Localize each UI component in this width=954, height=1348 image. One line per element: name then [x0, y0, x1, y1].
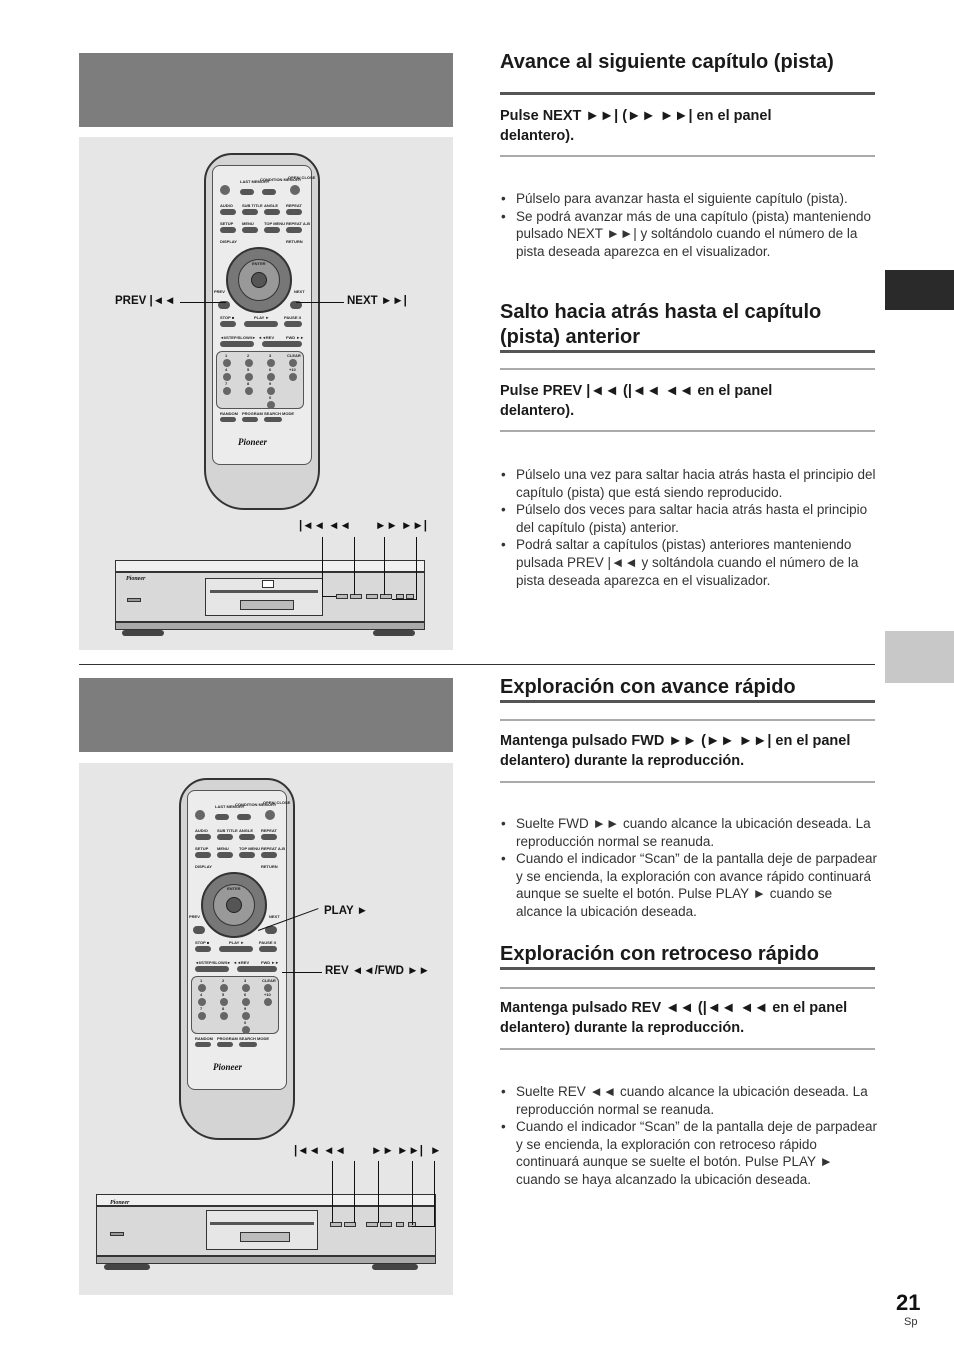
- leader-panel-right: [384, 537, 385, 595]
- label-rev: ◄◄REV: [233, 960, 250, 965]
- key-0-button: [267, 401, 275, 409]
- player-foot-right: [373, 630, 415, 636]
- leader2-d: [412, 1161, 413, 1225]
- program-button: [217, 1042, 233, 1047]
- section4-instruction: Mantenga pulsado REV ◄◄ (|◄◄ ◄◄ en el panel delantero) durante la reproducción.: [500, 1000, 848, 1036]
- plus10-button: [289, 373, 297, 381]
- label-repeat-ab: REPEAT A-B: [286, 221, 310, 226]
- menu-button: [217, 852, 233, 858]
- player-foot-right-2: [372, 1264, 418, 1270]
- label-clear: CLEAR: [262, 978, 276, 983]
- section-header-box-top: [79, 53, 453, 127]
- play-button: [244, 321, 278, 327]
- label-pause: PAUSE II: [259, 940, 276, 945]
- label-enter: ENTER: [252, 261, 266, 266]
- key-9-button: [242, 1012, 250, 1020]
- label-return: RETURN: [261, 864, 278, 869]
- leader-panel-right-h: [392, 599, 417, 600]
- power-button-2: [110, 1232, 124, 1236]
- section2-bullet-2: • Púlselo dos veces para saltar hacia atrás hasta el principio del capítulo (pista) anterior.: [500, 501, 880, 536]
- section4-instruction-rule: [500, 1048, 875, 1050]
- label-repeat: REPEAT: [261, 828, 277, 833]
- callout-panel-prev-rev-2: |◄◄ ◄◄: [294, 1145, 346, 1157]
- section1-title: Avance al siguiente capítulo (pista): [500, 51, 834, 73]
- label-next: NEXT: [294, 289, 305, 294]
- label-key-4: 4: [200, 992, 203, 997]
- label-pause: PAUSE II: [284, 315, 301, 320]
- leader-panel-right-2: [416, 537, 417, 599]
- player-display-2: [240, 1232, 290, 1242]
- page-language: Sp: [904, 1316, 918, 1328]
- section1-bullet-1: • Púlselo para avanzar hasta el siguiente capítulo (pista).: [500, 190, 880, 208]
- label-play: PLAY ►: [229, 940, 245, 945]
- panel-stop-button-2: [396, 1222, 404, 1227]
- label-search-mode: SEARCH MODE: [239, 1036, 270, 1041]
- subtitle-button: [242, 209, 258, 215]
- label-return: RETURN: [286, 239, 303, 244]
- last-memory-button: [240, 189, 254, 195]
- label-random: RANDOM: [220, 411, 238, 416]
- key-4-button: [223, 373, 231, 381]
- section2-title: Salto hacia atrás hasta el capítulo (pista) anterior: [500, 301, 822, 348]
- panel-prev-button: [336, 594, 348, 599]
- label-open-close: OPEN/ CLOSE: [263, 800, 291, 805]
- rev-fwd-button: [262, 341, 302, 347]
- label-key-2: 2: [247, 353, 250, 358]
- section3-title: Exploración con avance rápido: [500, 676, 796, 698]
- section4-rule: [500, 967, 875, 970]
- tray-slot-2: [210, 1222, 314, 1225]
- callout-next: NEXT ►►|: [347, 295, 407, 307]
- label-key-1: 1: [200, 978, 203, 983]
- key-6-button: [242, 998, 250, 1006]
- label-prev: PREV: [189, 914, 200, 919]
- callout-rev-fwd: REV ◄◄/FWD ►►: [325, 965, 430, 977]
- setup-button: [195, 852, 211, 858]
- leader-panel-left: [322, 537, 323, 597]
- player-logo: Pioneer: [126, 576, 146, 582]
- label-program: PROGRAM: [242, 411, 263, 416]
- label-prev: PREV: [214, 289, 225, 294]
- callout-panel-prev-rev: |◄◄ ◄◄: [299, 520, 351, 532]
- condition-memory-button: [262, 189, 276, 195]
- section-header-box-bottom: [79, 678, 453, 752]
- label-clear: CLEAR: [287, 353, 301, 358]
- label-key-0: 0: [244, 1020, 247, 1025]
- player-top: [115, 560, 425, 572]
- label-key-8: 8: [247, 381, 250, 386]
- label-fwd: FWD ►►: [261, 960, 280, 965]
- section4-bullets: [500, 1083, 880, 1189]
- label-play: PLAY ►: [254, 315, 270, 320]
- leader2-b: [354, 1161, 355, 1223]
- top-menu-button: [264, 227, 280, 233]
- leader-panel-left-2: [354, 537, 355, 595]
- label-menu: MENU: [242, 221, 254, 226]
- audio-button: [220, 209, 236, 215]
- section1-bullets: [500, 190, 880, 260]
- label-enter: ENTER: [227, 886, 241, 891]
- label-audio: AUDIO: [195, 828, 208, 833]
- section2-instruction: Pulse PREV |◄◄ (|◄◄ ◄◄ en el panel delantero).: [500, 383, 773, 419]
- label-angle: ANGLE: [239, 828, 253, 833]
- player-display: [240, 600, 294, 610]
- top-menu-button: [239, 852, 255, 858]
- last-memory-button: [215, 814, 229, 820]
- label-subtitle: SUB TITLE: [217, 828, 238, 833]
- label-condition-memory: CONDITION MEMORY: [235, 802, 277, 807]
- label-step-slow: ◄I/STEP/SLOW/I►: [220, 335, 256, 340]
- search-mode-button: [239, 1042, 257, 1047]
- random-button: [220, 417, 236, 422]
- step-slow-button: [195, 966, 229, 972]
- label-key-6: 6: [244, 992, 247, 997]
- label-key-9: 9: [269, 381, 272, 386]
- label-key-7: 7: [225, 381, 228, 386]
- key-5-button: [220, 998, 228, 1006]
- stop-button: [220, 321, 236, 327]
- key-3-button: [242, 984, 250, 992]
- section2-bullet-1: • Púlselo una vez para saltar hacia atrás hasta el principio del capítulo (pista) que está siendo reproducido.: [500, 466, 880, 501]
- label-key-6: 6: [269, 367, 272, 372]
- leader-rev-fwd: [282, 972, 322, 973]
- subtitle-button: [217, 834, 233, 840]
- player-base: [115, 622, 425, 630]
- label-search-mode: SEARCH MODE: [264, 411, 295, 416]
- middle-divider: [79, 664, 875, 665]
- clear-button: [264, 984, 272, 992]
- key-8-button: [220, 1012, 228, 1020]
- leader-prev: [180, 302, 226, 303]
- section2-bullets: [500, 466, 880, 589]
- label-key-3: 3: [244, 978, 247, 983]
- chapter-tab-dark: [885, 270, 954, 310]
- label-fwd: FWD ►►: [286, 335, 305, 340]
- power-button: [127, 598, 141, 602]
- disc-tray-2: [206, 1210, 318, 1250]
- key-8-button: [245, 387, 253, 395]
- panel-next-button: [380, 594, 392, 599]
- repeat-ab-button: [261, 852, 277, 858]
- label-open-close: OPEN/ CLOSE: [288, 175, 316, 180]
- label-key-0: 0: [269, 395, 272, 400]
- audio-button: [195, 834, 211, 840]
- section1-instruction: Pulse NEXT ►►| (►► ►►| en el panel delantero).: [500, 108, 772, 144]
- section1-rule: [500, 92, 875, 95]
- panel-fwd-button-2: [366, 1222, 378, 1227]
- condition-memory-button: [237, 814, 251, 820]
- pause-button: [284, 321, 302, 327]
- step-slow-button: [220, 341, 254, 347]
- key-7-button: [198, 1012, 206, 1020]
- key-4-button: [198, 998, 206, 1006]
- section1-bullet-2: • Se podrá avanzar más de una capítulo (pista) manteniendo pulsado NEXT ►►| y soltándolo cuando el número de la pista deseada aparezca en el visualizador.: [500, 208, 880, 261]
- label-condition-memory: CONDITION MEMORY: [260, 177, 302, 182]
- angle-button: [239, 834, 255, 840]
- repeat-button: [261, 834, 277, 840]
- label-random: RANDOM: [195, 1036, 213, 1041]
- label-key-5: 5: [222, 992, 225, 997]
- label-last-memory: LAST MEMORY: [240, 179, 270, 184]
- label-repeat-ab: REPEAT A-B: [261, 846, 285, 851]
- key-3-button: [267, 359, 275, 367]
- label-top-menu: TOP MENU: [239, 846, 260, 851]
- section2-bullet-3: • Podrá saltar a capítulos (pistas) anteriores manteniendo pulsada PREV |◄◄ y soltándola cuando el número de la pista deseada aparezca en el visualizador.: [500, 536, 880, 589]
- key-2-button: [220, 984, 228, 992]
- label-subtitle: SUB TITLE: [242, 203, 263, 208]
- remote-logo: Pioneer: [213, 1062, 242, 1072]
- repeat-ab-button: [286, 227, 302, 233]
- rev-fwd-button: [237, 966, 277, 972]
- leader-panel-left-h: [322, 596, 336, 597]
- key-1-button: [223, 359, 231, 367]
- section3-instruction-rule: [500, 781, 875, 783]
- key-2-button: [245, 359, 253, 367]
- section2-instruction-rule: [500, 430, 875, 432]
- leader2-e-h: [412, 1226, 435, 1227]
- section2-rule: [500, 350, 875, 353]
- leader2-c: [378, 1161, 379, 1223]
- label-setup: SETUP: [195, 846, 209, 851]
- callout-play: PLAY ►: [324, 905, 368, 917]
- section3-instruction: Mantenga pulsado FWD ►► (►► ►►| en el panel delantero) durante la reproducción.: [500, 733, 851, 769]
- label-top-menu: TOP MENU: [264, 221, 285, 226]
- leader2-a: [332, 1161, 333, 1223]
- remote-logo: Pioneer: [238, 437, 267, 447]
- label-key-7: 7: [200, 1006, 203, 1011]
- section4-title: Exploración con retroceso rápido: [500, 943, 819, 965]
- plus10-button: [264, 998, 272, 1006]
- callout-prev: PREV |◄◄: [115, 295, 176, 307]
- tray-slot: [210, 590, 318, 593]
- callout-panel-fwd-next: ►► ►►|: [375, 520, 427, 532]
- random-button: [195, 1042, 211, 1047]
- standby-button: [220, 185, 230, 195]
- key-7-button: [223, 387, 231, 395]
- open-close-button: [290, 185, 300, 195]
- player-logo-2: Pioneer: [110, 1200, 130, 1206]
- label-plus10: +10: [264, 992, 271, 997]
- callout-panel-play-2: ►: [430, 1145, 442, 1157]
- label-plus10: +10: [289, 367, 296, 372]
- key-0-button: [242, 1026, 250, 1034]
- disc-logo: [262, 580, 274, 588]
- section2-top-rule: [500, 368, 875, 370]
- section3-bullet-2: • Cuando el indicador “Scan” de la pantalla deje de parpadear y se encienda, la exploración con avance rápido continuará aunque se suelte el botón. Pulse PLAY ► cuando se alcance la ubicación deseada.: [500, 850, 880, 920]
- player-foot-left-2: [104, 1264, 150, 1270]
- play-button: [219, 946, 253, 952]
- label-key-3: 3: [269, 353, 272, 358]
- label-next: NEXT: [269, 914, 280, 919]
- section3-rule: [500, 700, 875, 703]
- setup-button: [220, 227, 236, 233]
- label-key-9: 9: [244, 1006, 247, 1011]
- label-key-1: 1: [225, 353, 228, 358]
- label-stop: STOP ■: [195, 940, 210, 945]
- panel-next-button-2: [380, 1222, 392, 1227]
- label-key-2: 2: [222, 978, 225, 983]
- label-step-slow: ◄I/STEP/SLOW/I►: [195, 960, 231, 965]
- label-stop: STOP ■: [220, 315, 235, 320]
- prev-button: [193, 926, 205, 934]
- section3-bullets: [500, 815, 880, 921]
- standby-button: [195, 810, 205, 820]
- key-5-button: [245, 373, 253, 381]
- chapter-tab-light: [885, 631, 954, 683]
- enter-button: [226, 897, 242, 913]
- key-6-button: [267, 373, 275, 381]
- section4-bullet-1: • Suelte REV ◄◄ cuando alcance la ubicación deseada. La reproducción normal se reanuda.: [500, 1083, 880, 1118]
- leader2-e: [434, 1161, 435, 1227]
- key-1-button: [198, 984, 206, 992]
- open-close-button: [265, 810, 275, 820]
- label-menu: MENU: [217, 846, 229, 851]
- leader-next: [296, 302, 344, 303]
- panel-rev-button: [350, 594, 362, 599]
- search-mode-button: [264, 417, 282, 422]
- label-angle: ANGLE: [264, 203, 278, 208]
- program-button: [242, 417, 258, 422]
- key-9-button: [267, 387, 275, 395]
- section1-instruction-rule: [500, 155, 875, 157]
- label-key-5: 5: [247, 367, 250, 372]
- label-repeat: REPEAT: [286, 203, 302, 208]
- label-key-8: 8: [222, 1006, 225, 1011]
- label-audio: AUDIO: [220, 203, 233, 208]
- stop-button: [195, 946, 211, 952]
- section4-bullet-2: • Cuando el indicador “Scan” de la pantalla deje de parpadear y se encienda, la exploración con retroceso rápido continuará aunque se suelte el botón. Pulse PLAY ► cuando se haya alcanzado la ubicación deseada.: [500, 1118, 880, 1188]
- page-number: 21: [896, 1290, 921, 1315]
- label-rev: ◄◄REV: [258, 335, 275, 340]
- player-base-2: [96, 1256, 436, 1264]
- player-top-2: [96, 1194, 436, 1206]
- angle-button: [264, 209, 280, 215]
- section3-top-rule: [500, 719, 875, 721]
- callout-panel-fwd-next-2: ►► ►►|: [371, 1145, 423, 1157]
- label-display: DISPLAY: [195, 864, 212, 869]
- clear-button: [289, 359, 297, 367]
- label-setup: SETUP: [220, 221, 234, 226]
- label-key-4: 4: [225, 367, 228, 372]
- label-display: DISPLAY: [220, 239, 237, 244]
- panel-fwd-button: [366, 594, 378, 599]
- pause-button: [259, 946, 277, 952]
- player-foot-left: [122, 630, 164, 636]
- repeat-button: [286, 209, 302, 215]
- section3-bullet-1: • Suelte FWD ►► cuando alcance la ubicación deseada. La reproducción normal se reanuda.: [500, 815, 880, 850]
- section4-top-rule: [500, 987, 875, 989]
- label-program: PROGRAM: [217, 1036, 238, 1041]
- menu-button: [242, 227, 258, 233]
- label-last-memory: LAST MEMORY: [215, 804, 245, 809]
- enter-button: [251, 272, 267, 288]
